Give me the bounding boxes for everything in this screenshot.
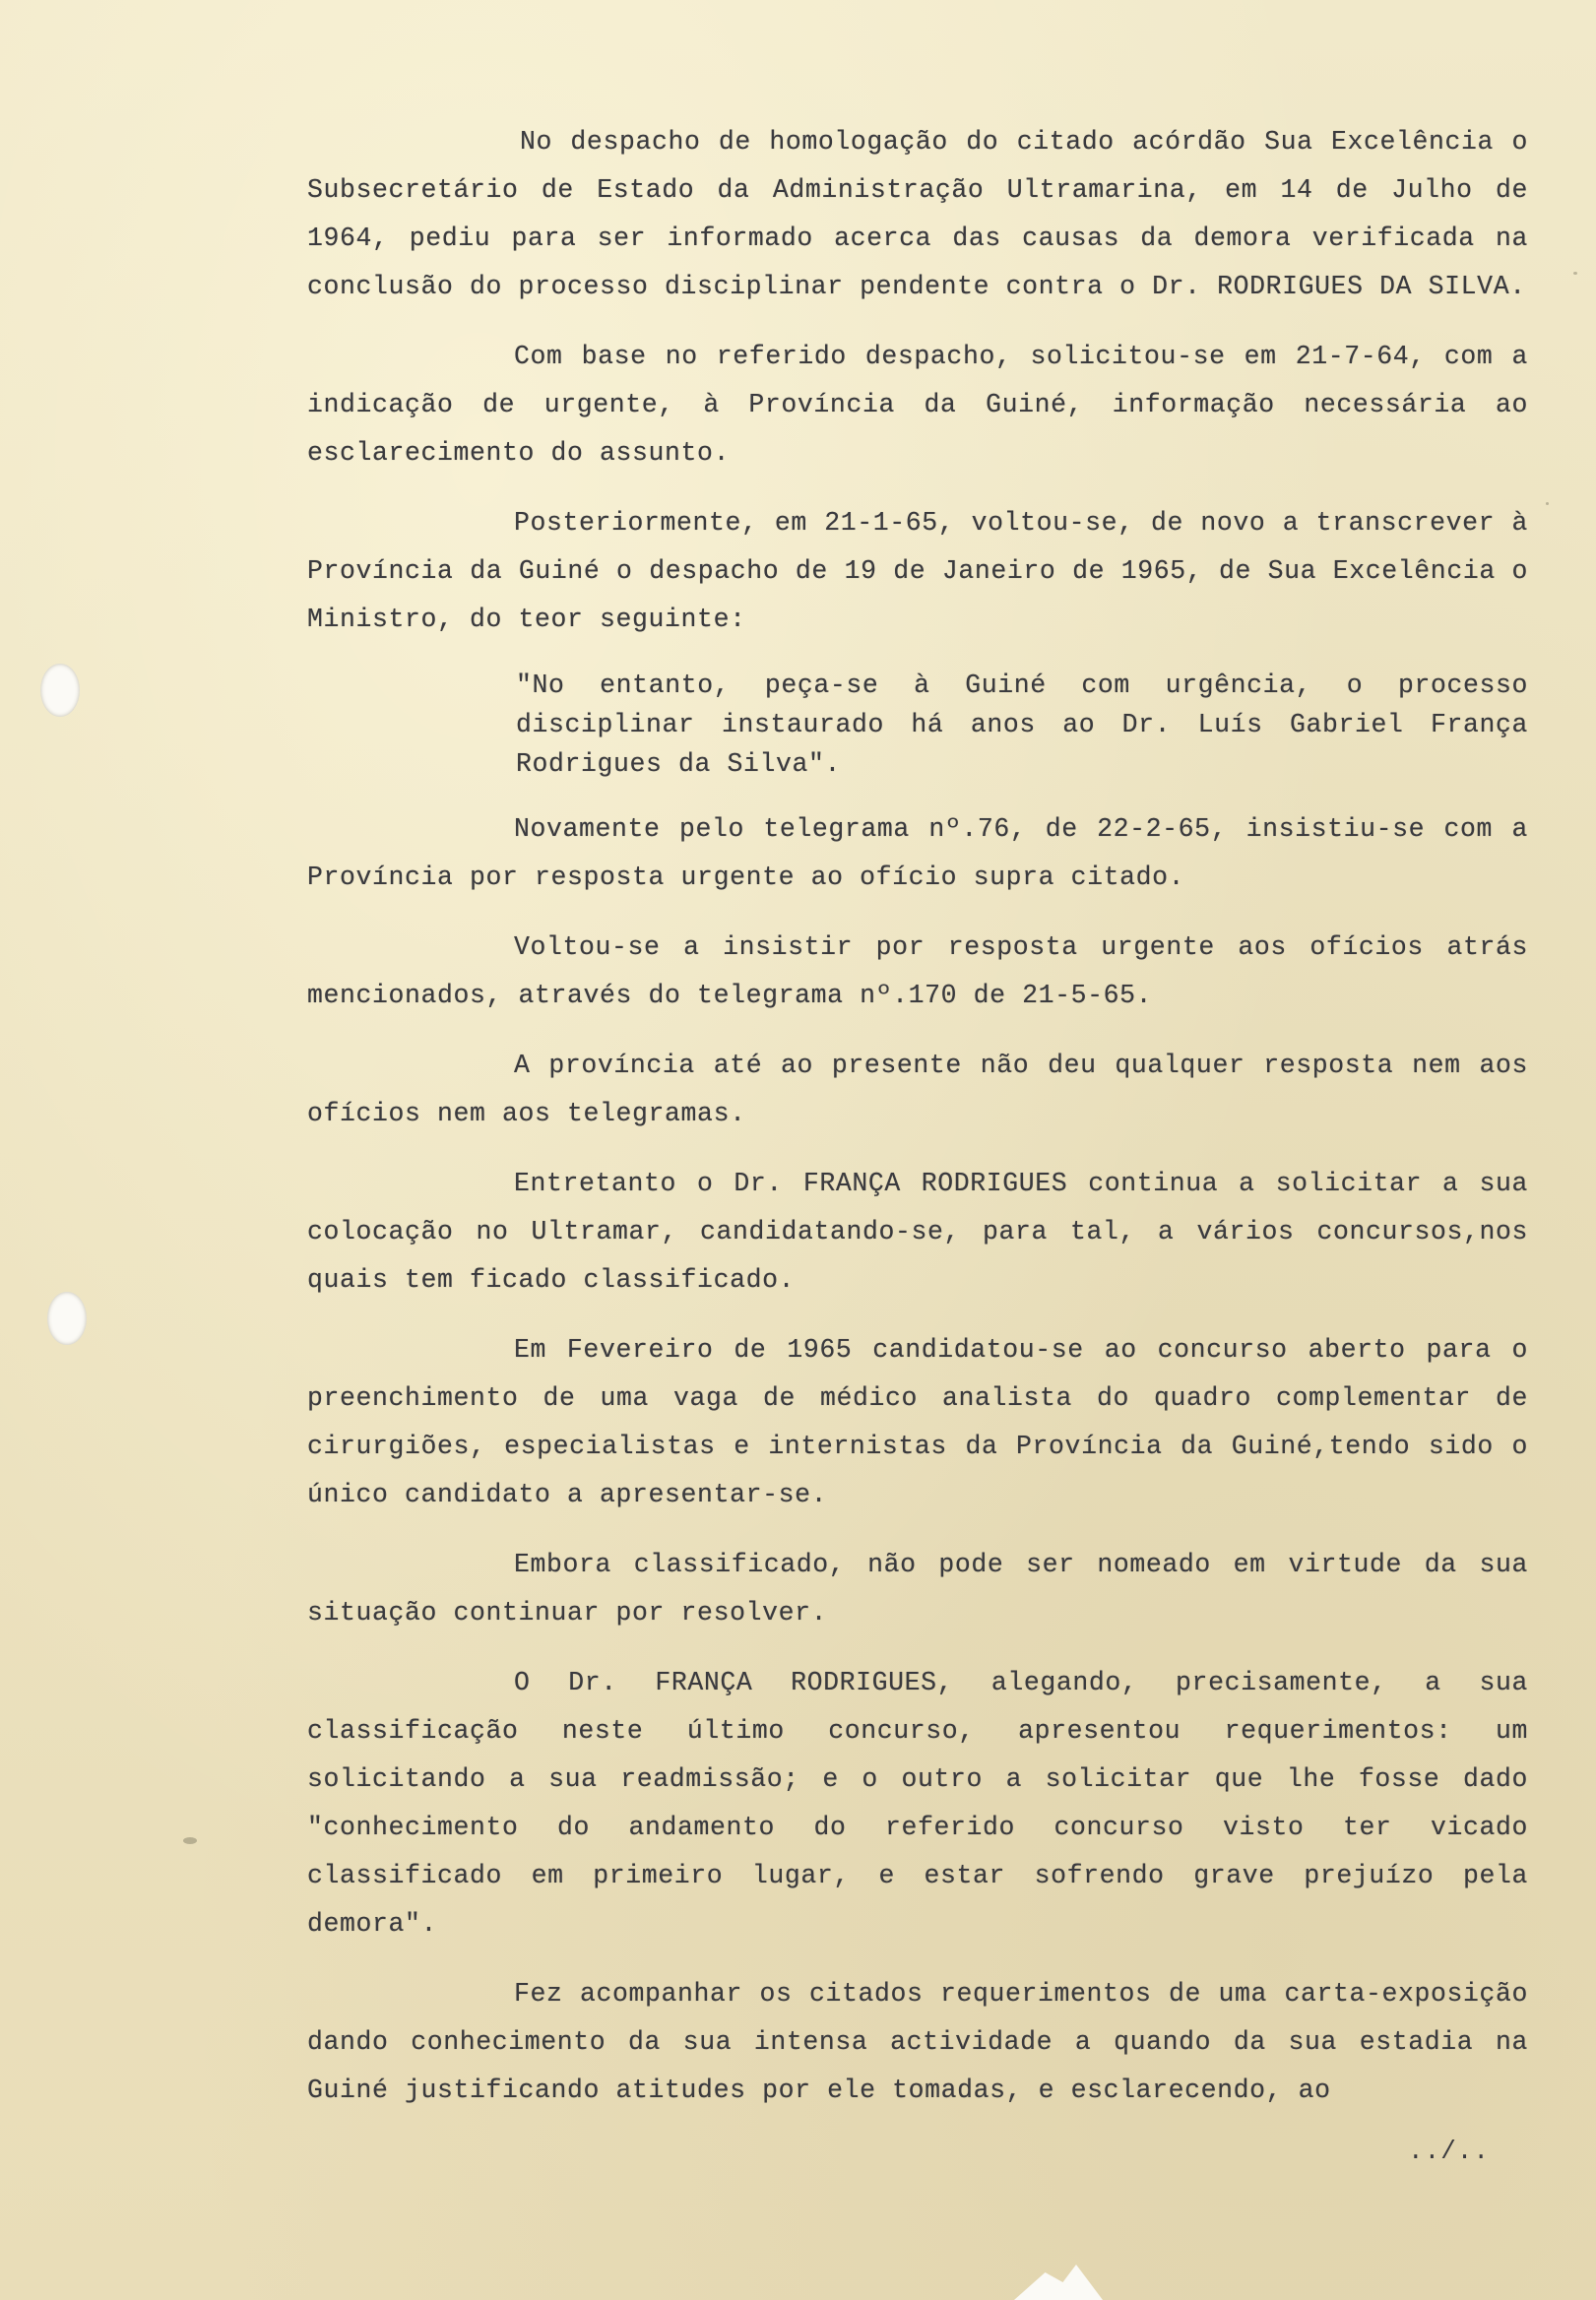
paper-speck [1573,272,1577,275]
paragraph-telegram-76: Novamente pelo telegrama nº.76, de 22-2-65, insistiu-se com a Província por resposta urgente ao ofício supra citado. [307,814,1528,892]
paper-speck [183,1837,197,1844]
paragraph-february-1965: Em Fevereiro de 1965 candidatou-se ao concurso aberto para o preenchimento de uma vaga de médico analista do quadro complementar de cirurgiões, especialistas e internistas da Província da Guiné,tendo sido o único candidato a apresentar-se. [307,1335,1528,1509]
paper-speck [1546,502,1549,505]
paragraph-request-guinea: Com base no referido despacho, solicitou-se em 21-7-64, com a indicação de urgente, à Província da Guiné, informação necessária ao esclarecimento do assunto. [307,342,1528,468]
page-continuation-mark: ../.. [1408,2137,1491,2166]
paragraph-not-appointed: Embora classificado, não pode ser nomeado em virtude da sua situação continuar por resolver. [307,1550,1528,1628]
paragraph-no-reply: A província até ao presente não deu qualquer resposta nem aos ofícios nem aos telegramas. [307,1051,1528,1128]
typewritten-body [307,118,1528,2137]
punch-hole-top [40,664,80,717]
paragraph-telegram-170: Voltou-se a insistir por resposta urgente aos ofícios atrás mencionados, através do telegrama nº.170 de 21-5-65. [307,932,1528,1010]
paragraph-requests: O Dr. FRANÇA RODRIGUES, alegando, precisamente, a sua classificação neste último concurso, apresentou requerimentos: um solicitando a sua readmissão; e o outro a solicitar que lhe fosse dado "conhecimento do andamento do referido concurso visto ter vicado classificado em primeiro lugar, e estar sofrendo grave prejuízo pela demora". [307,1668,1528,1939]
torn-edge [1014,2261,1103,2300]
punch-hole-bottom [47,1292,87,1345]
paragraph-homologation: No despacho de homologação do citado acórdão Sua Excelência o Subsecretário de Estado da Administração Ultramarina, em 14 de Julho de 1964, pediu para ser informado acerca das causas da demora verificada na conclusão do processo disciplinar pendente contra o Dr. RODRIGUES DA SILVA. [307,127,1528,301]
quoted-dispatch: "No entanto, peça-se à Guiné com urgência, o processo disciplinar instaurado há anos ao Dr. Luís Gabriel França Rodrigues da Silva". [516,671,1528,779]
paragraph-transcription: Posteriormente, em 21-1-65, voltou-se, de novo a transcrever à Província da Guiné o despacho de 19 de Janeiro de 1965, de Sua Excelência o Ministro, do teor seguinte: [307,508,1528,634]
paragraph-letter-exposition: Fez acompanhar os citados requerimentos de uma carta-exposição dando conhecimento da sua intensa actividade a quando da sua estadia na Guiné justificando atitudes por ele tomadas, e esclarecendo, ao [307,1979,1528,2105]
paragraph-competitions: Entretanto o Dr. FRANÇA RODRIGUES continua a solicitar a sua colocação no Ultramar, candidatando-se, para tal, a vários concursos,nos quais tem ficado classificado. [307,1169,1528,1295]
